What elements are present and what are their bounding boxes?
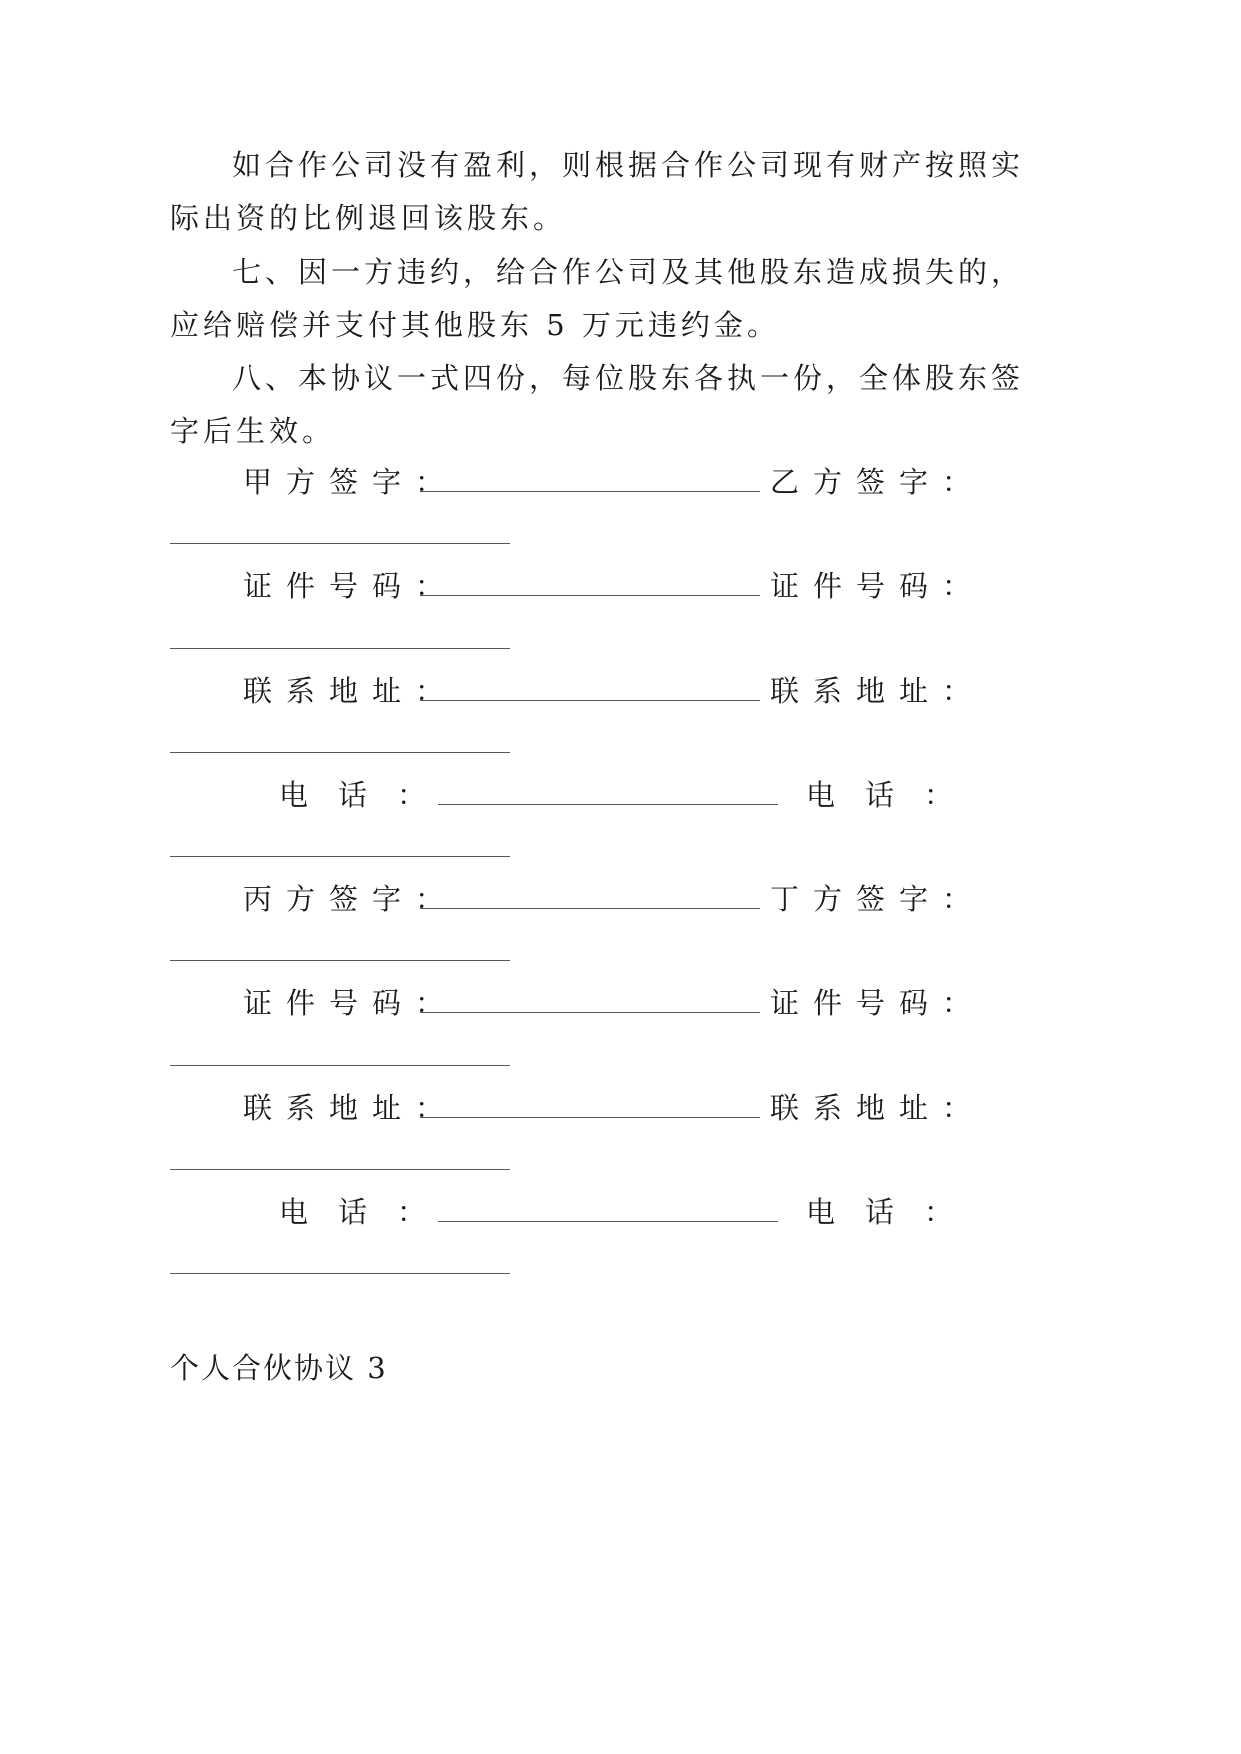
party-a-sign-line — [420, 491, 760, 492]
party-a-phone-label: 电话： — [279, 778, 457, 812]
paragraph-3-line-1: 八、本协议一式四份，每位股东各执一份，全体股东签 — [232, 361, 1025, 395]
paragraph-2-line-1: 七、因一方违约，给合作公司及其他股东造成损失的， — [232, 255, 1025, 289]
party-a-id-label: 证件号码： — [243, 569, 459, 603]
party-b-id-line — [170, 648, 510, 649]
party-c-address-line — [420, 1117, 760, 1118]
paragraph-3-line-2: 字后生效。 — [170, 414, 336, 448]
party-b-sign-line — [170, 543, 510, 544]
party-a-address-label: 联系地址： — [243, 674, 459, 708]
party-b-phone-line — [170, 856, 510, 857]
party-c-address-label: 联系地址： — [243, 1091, 459, 1125]
party-d-sign-line — [170, 960, 510, 961]
paragraph-1-line-1: 如合作公司没有盈利，则根据合作公司现有财产按照实 — [232, 148, 1025, 182]
party-d-sign-label: 丁方签字： — [770, 882, 986, 916]
party-b-address-line — [170, 752, 510, 753]
party-a-sign-label: 甲方签字： — [243, 465, 459, 499]
party-a-phone-line — [438, 804, 778, 805]
party-d-id-label: 证件号码： — [770, 986, 986, 1020]
party-c-id-line — [420, 1012, 760, 1013]
party-d-address-line — [170, 1169, 510, 1170]
party-d-address-label: 联系地址： — [770, 1091, 986, 1125]
party-d-phone-line — [170, 1273, 510, 1274]
party-a-id-line — [420, 595, 760, 596]
party-c-sign-line — [420, 908, 760, 909]
party-c-phone-label: 电话： — [279, 1195, 457, 1229]
party-a-address-line — [420, 700, 760, 701]
party-c-phone-line — [438, 1221, 778, 1222]
party-d-phone-label: 电话： — [806, 1195, 984, 1229]
party-d-id-line — [170, 1065, 510, 1066]
party-b-sign-label: 乙方签字： — [770, 465, 986, 499]
party-c-sign-label: 丙方签字： — [243, 882, 459, 916]
party-b-id-label: 证件号码： — [770, 569, 986, 603]
party-b-phone-label: 电话： — [806, 778, 984, 812]
paragraph-1-line-2: 际出资的比例退回该股东。 — [170, 201, 567, 235]
party-b-address-label: 联系地址： — [770, 674, 986, 708]
next-section-heading: 个人合伙协议 3 — [170, 1351, 388, 1385]
paragraph-2-line-2: 应给赔偿并支付其他股东 5 万元违约金。 — [170, 308, 780, 342]
party-c-id-label: 证件号码： — [243, 986, 459, 1020]
